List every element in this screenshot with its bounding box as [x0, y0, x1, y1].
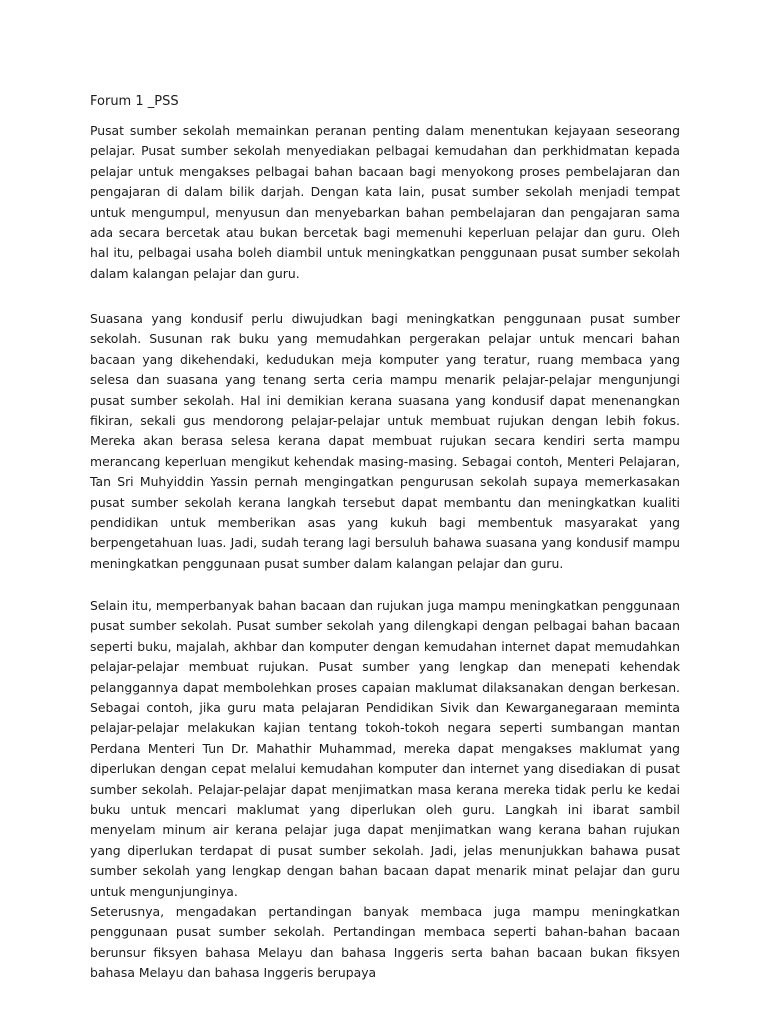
paragraph-pertandingan-membaca: Seterusnya, mengadakan pertandingan banyak membaca juga mampu meningkatkan penggunaan pusat sumber sekolah. Pertandingan membaca seperti bahan-bahan bacaan berunsur fiksyen bahasa Melayu dan bahasa Inggeris serta bahan bacaan bukan fiksyen bahasa Melayu dan bahasa Inggeris berupaya	[90, 904, 680, 981]
document-title: Forum 1 _PSS	[90, 94, 179, 109]
paragraph-bahan-bacaan: Selain itu, memperbanyak bahan bacaan dan rujukan juga mampu meningkatkan penggunaan pusat sumber sekolah. Pusat sumber sekolah yang dilengkapi dengan pelbagai bahan bacaan seperti buku, majalah, akhbar dan komputer dengan kemudahan internet dapat memudahkan pelajar-pelajar membuat rujukan. Pusat sumber yang lengkap dan menepati kehendak pelanggannya dapat membolehkan proses capaian maklumat dilaksanakan dengan berkesan. Sebagai contoh, jika guru mata pelajaran Pendidikan Sivik dan Kewarganegaraan meminta pelajar-pelajar melakukan kajian tentang tokoh-tokoh negara seperti sumbangan mantan Perdana Menteri Tun Dr. Mahathir Muhammad, mereka dapat mengakses maklumat yang diperlukan dengan cepat melalui kemudahan komputer dan internet yang disediakan di pusat sumber sekolah. Pelajar-pelajar dapat menjimatkan masa kerana mereka tidak perlu ke kedai buku untuk mencari maklumat yang diperlukan oleh guru. Langkah ini ibarat sambil menyelam minum air kerana pelajar juga dapat menjimatkan wang kerana bahan rujukan yang diperlukan terdapat di pusat sumber sekolah. Jadi, jelas menunjukkan bahawa pusat sumber sekolah yang lengkap dengan bahan bacaan dapat menarik minat pelajar dan guru untuk mengunjunginya.	[90, 598, 680, 899]
paragraph-intro: Pusat sumber sekolah memainkan peranan penting dalam menentukan kejayaan seseorang pelajar. Pusat sumber sekolah menyediakan pelbagai kemudahan dan perkhidmatan kepada pelajar untuk mengakses pelbagai bahan bacaan bagi menyokong proses pembelajaran dan pengajaran di dalam bilik darjah. Dengan kata lain, pusat sumber sekolah menjadi tempat untuk mengumpul, menyusun dan menyebarkan bahan pembelajaran dan pengajaran sama ada secara bercetak atau bukan bercetak bagi memenuhi keperluan pelajar dan guru. Oleh hal itu, pelbagai usaha boleh diambil untuk meningkatkan penggunaan pusat sumber sekolah dalam kalangan pelajar dan guru.	[90, 123, 680, 281]
paragraph-suasana-kondusif: Suasana yang kondusif perlu diwujudkan bagi meningkatkan penggunaan pusat sumber sekolah. Susunan rak buku yang memudahkan pergerakan pelajar untuk mencari bahan bacaan yang dikehendaki, kedudukan meja komputer yang teratur, ruang membaca yang selesa dan suasana yang tenang serta ceria mampu menarik pelajar-pelajar mengunjungi pusat sumber sekolah. Hal ini demikian kerana suasana yang kondusif dapat menenangkan fikiran, sekali gus mendorong pelajar-pelajar untuk membuat rujukan dengan lebih fokus. Mereka akan berasa selesa kerana dapat membuat rujukan secara kendiri serta mampu merancang keperluan mengikut kehendak masing-masing. Sebagai contoh, Menteri Pelajaran, Tan Sri Muhyiddin Yassin pernah mengingatkan pengurusan sekolah supaya memerkasakan pusat sumber sekolah kerana langkah tersebut dapat membantu dan meningkatkan kualiti pendidikan untuk memberikan asas yang kukuh bagi membentuk masyarakat yang berpengetahuan luas. Jadi, sudah terang lagi bersuluh bahawa suasana yang kondusif mampu meningkatkan penggunaan pusat sumber dalam kalangan pelajar dan guru.	[90, 311, 680, 571]
